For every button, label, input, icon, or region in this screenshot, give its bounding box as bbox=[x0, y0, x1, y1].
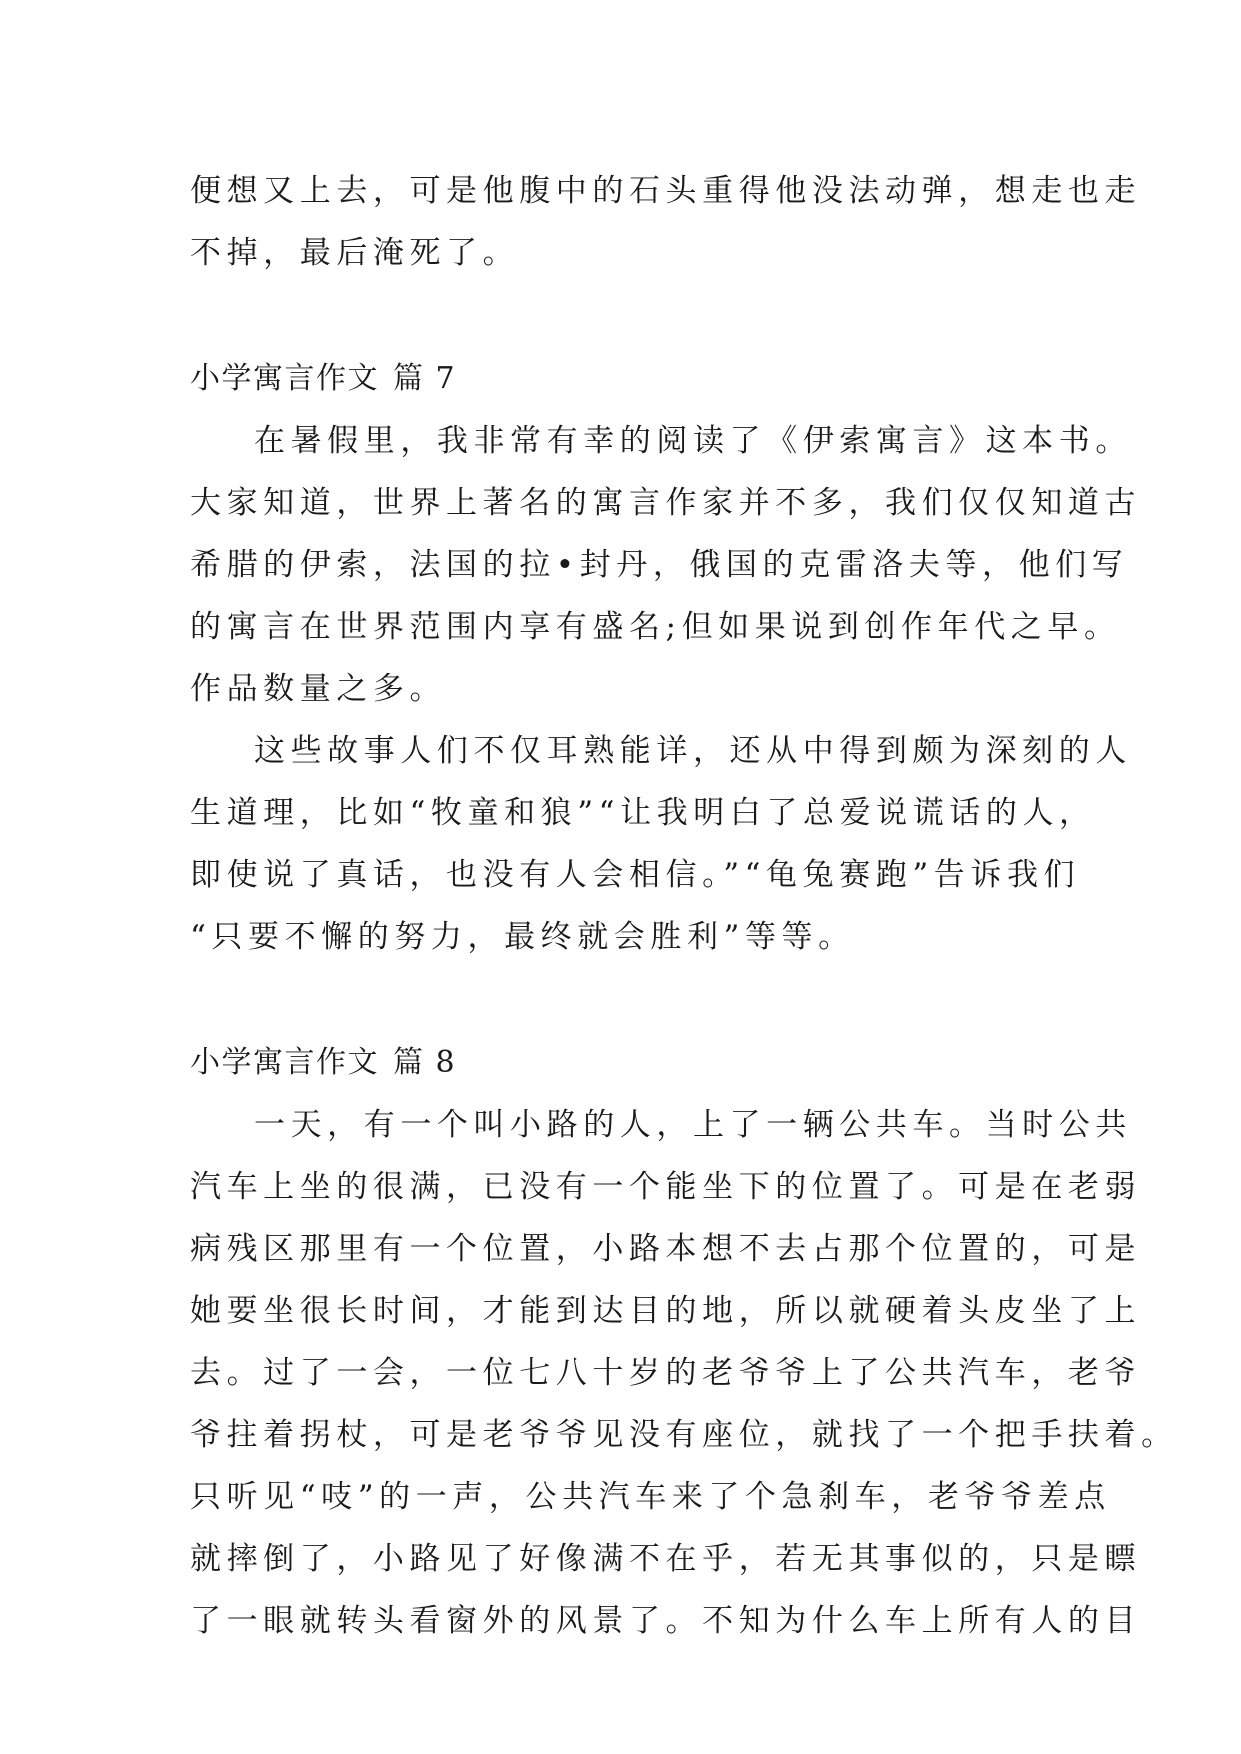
section-heading bbox=[190, 1032, 1070, 1094]
paragraph bbox=[190, 1094, 1178, 1652]
section-heading-number: 篇 8 bbox=[393, 1045, 457, 1080]
text-line: 病残区那里有一个位置，小路本想不去占那个位置的，可是 bbox=[190, 1231, 1142, 1267]
section-7 bbox=[190, 348, 1142, 968]
text-line: 爷拄着拐杖，可是老爷爷见没有座位，就找了一个把手扶着。 bbox=[190, 1417, 1178, 1453]
text-line: 去。过了一会，一位七八十岁的老爷爷上了公共汽车，老爷 bbox=[190, 1355, 1142, 1391]
paragraph bbox=[190, 410, 1142, 720]
text-line: 大家知道，世界上著名的寓言作家并不多，我们仅仅知道古 bbox=[190, 485, 1142, 521]
text-line: 作品数量之多。 bbox=[190, 671, 447, 707]
section-8 bbox=[190, 1032, 1178, 1652]
text-line: 希腊的伊索，法国的拉•封丹，俄国的克雷洛夫等，他们写 bbox=[190, 547, 1129, 583]
text-line: 生道理，比如“牧童和狼”“让我明白了总爱说谎话的人， bbox=[190, 795, 1096, 831]
section-heading-number: 篇 7 bbox=[393, 361, 457, 396]
text-line: 汽车上坐的很满，已没有一个能坐下的位置了。可是在老弱 bbox=[190, 1169, 1142, 1205]
text-line: 只听见“吱”的一声，公共汽车来了个急刹车，老爷爷差点 bbox=[190, 1479, 1111, 1515]
section-heading-title: 小学寓言作文 bbox=[190, 361, 379, 396]
text-line: 一天，有一个叫小路的人，上了一辆公共车。当时公共 bbox=[254, 1107, 1132, 1143]
section-heading-title: 小学寓言作文 bbox=[190, 1045, 379, 1080]
text-line: 她要坐很长时间，才能到达目的地，所以就硬着头皮坐了上 bbox=[190, 1293, 1142, 1329]
section-heading bbox=[190, 348, 1070, 410]
paragraph bbox=[190, 720, 1132, 968]
text-line: 在暑假里，我非常有幸的阅读了《伊索寓言》这本书。 bbox=[254, 423, 1132, 459]
text-line: 就摔倒了，小路见了好像满不在乎，若无其事似的，只是瞟 bbox=[190, 1541, 1142, 1577]
document-page bbox=[190, 160, 1178, 1652]
text-line: 的寓言在世界范围内享有盛名;但如果说到创作年代之早。 bbox=[190, 609, 1121, 645]
text-line: 即使说了真话，也没有人会相信。”“龟兔赛跑”告诉我们 bbox=[190, 857, 1081, 893]
continuation-paragraph bbox=[190, 160, 1142, 284]
text-line: 了一眼就转头看窗外的风景了。不知为什么车上所有人的目 bbox=[190, 1603, 1142, 1639]
text-line: “只要不懈的努力，最终就会胜利”等等。 bbox=[190, 919, 855, 955]
text-line: 便想又上去，可是他腹中的石头重得他没法动弹，想走也走 bbox=[190, 173, 1142, 209]
text-line: 这些故事人们不仅耳熟能详，还从中得到颇为深刻的人 bbox=[254, 733, 1132, 769]
text-line: 不掉，最后淹死了。 bbox=[190, 235, 520, 271]
